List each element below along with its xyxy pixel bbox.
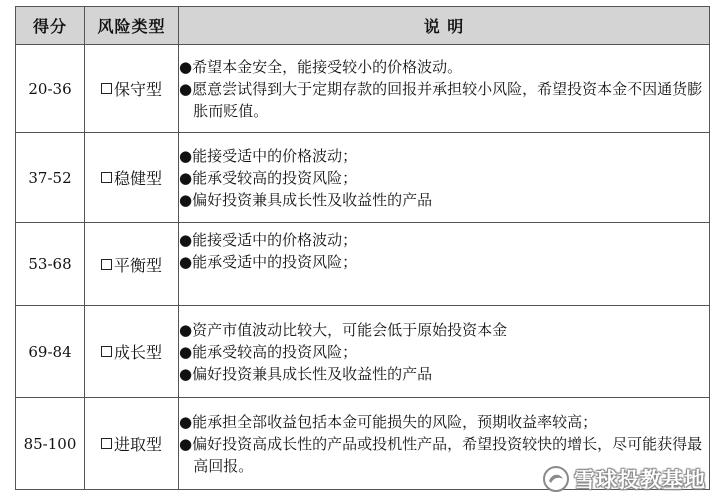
table-row (16, 306, 710, 398)
description-line: ●希望本金安全，能接受较小的价格波动。 (179, 57, 463, 76)
header-risk-type: 风险类型 (85, 7, 179, 45)
description-line: ●资产市值波动比较大，可能会低于原始投资本金 (179, 320, 508, 339)
watermark (542, 464, 706, 494)
risk-profile-table (15, 6, 710, 490)
watermark-text: 雪球投教基地 (574, 468, 706, 492)
table-row (16, 45, 710, 133)
description-cell (179, 306, 710, 398)
description-line: ●能承担全部收益包括本金可能损失的风险，预期收益率较高； (179, 412, 598, 431)
description-line: ●能承受适中的投资风险； (179, 253, 358, 271)
risk-type-cell (85, 223, 179, 306)
score-cell: 20-36 (16, 45, 85, 133)
description-cell (179, 45, 710, 133)
checkbox-icon (101, 259, 112, 270)
risk-type-cell (85, 45, 179, 133)
table-row (16, 133, 710, 223)
risk-type-label: 保守型 (113, 80, 162, 99)
risk-type-label: 成长型 (113, 343, 162, 362)
snowball-logo-icon (542, 465, 570, 493)
score-cell: 85-100 (16, 398, 85, 490)
score-cell: 37-52 (16, 133, 85, 223)
description-line: ●偏好投资兼具成长性及收益性的产品 (179, 364, 433, 383)
table-header-row (16, 7, 710, 45)
checkbox-icon (101, 83, 112, 94)
description-line: ●能接受适中的价格波动； (179, 231, 358, 249)
description-line: ●偏好投资兼具成长性及收益性的产品 (179, 190, 433, 209)
score-cell: 69-84 (16, 306, 85, 398)
table-row (16, 223, 710, 306)
checkbox-icon (101, 346, 112, 357)
risk-type-label: 稳健型 (113, 169, 162, 188)
risk-type-cell (85, 133, 179, 223)
description-line: ●愿意尝试得到大于定期存款的回报并承担较小风险，希望投资本金不因通货膨胀而贬值。 (179, 79, 703, 120)
risk-type-label: 进取型 (113, 435, 162, 454)
description-line: ●能接受适中的价格波动； (179, 146, 358, 165)
description-line: ●能承受较高的投资风险； (179, 168, 358, 187)
checkbox-icon (101, 172, 112, 183)
risk-type-cell (85, 398, 179, 490)
risk-type-cell (85, 306, 179, 398)
header-description: 说 明 (179, 7, 710, 45)
score-cell: 53-68 (16, 223, 85, 306)
description-line: ●偏好投资高成长性的产品或投机性产品，希望投资较快的增长，尽可能获得最高回报。 (179, 434, 703, 475)
header-score: 得分 (16, 7, 85, 45)
risk-type-label: 平衡型 (113, 255, 162, 275)
checkbox-icon (101, 438, 112, 449)
description-cell (179, 223, 710, 306)
description-line: ●能承受较高的投资风险； (179, 342, 358, 361)
description-cell (179, 133, 710, 223)
